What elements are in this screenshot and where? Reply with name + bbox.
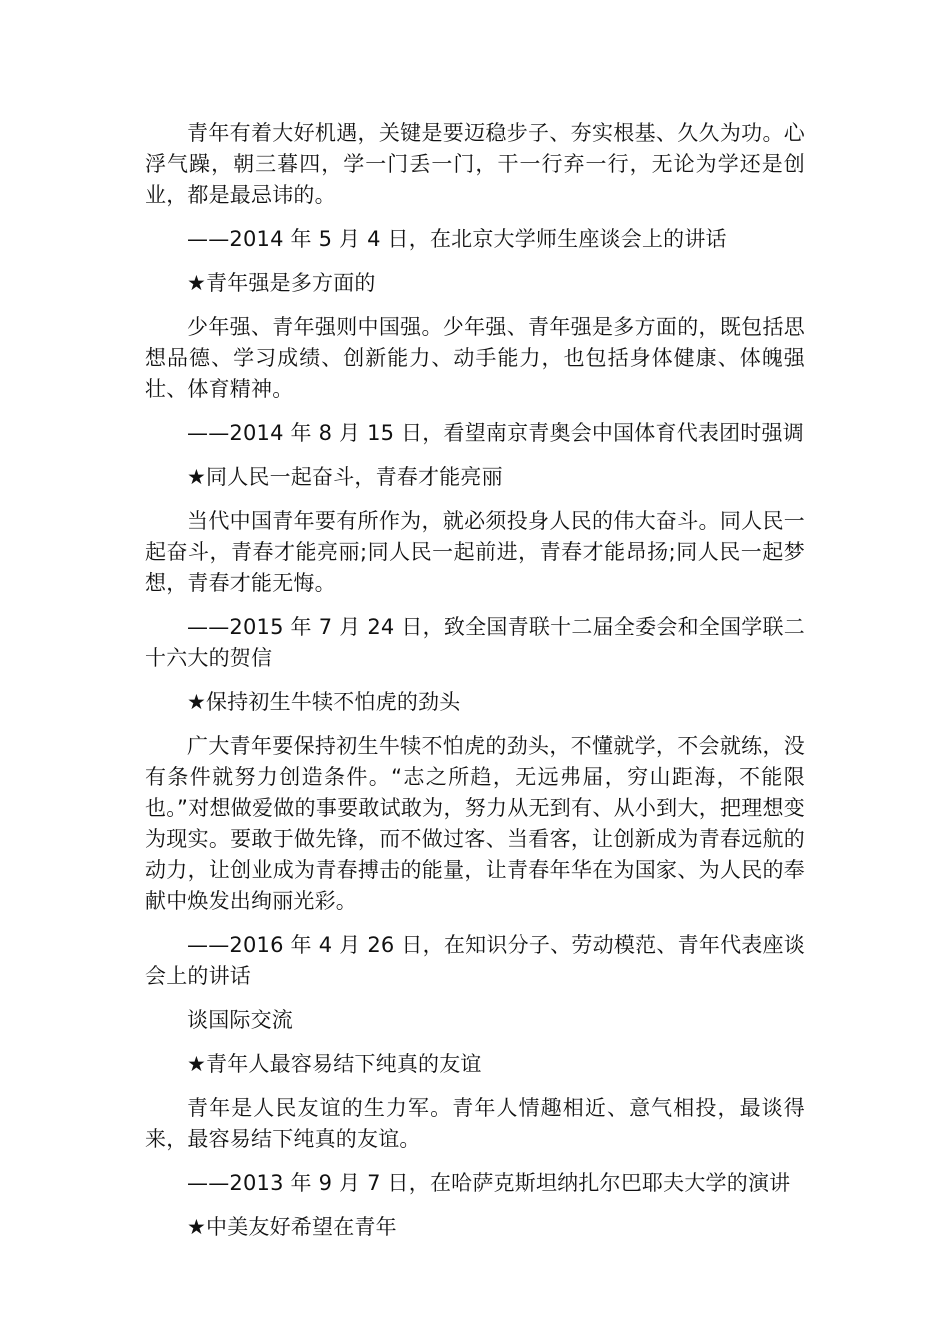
document-page: [145, 118, 805, 1256]
heading-youth-strength: ★青年强是多方面的: [187, 271, 376, 295]
paragraph-intro: 青年有着大好机遇，关键是要迈稳步子、夯实根基、久久为功。心浮气躁，朝三暮四，学一门丢一门，干一行弃一行，无论为学还是创业，都是最忌讳的。: [145, 121, 805, 207]
section-title-international-exchange: 谈国际交流: [187, 1008, 293, 1032]
paragraph-struggle-with-people: 当代中国青年要有所作为，就必须投身人民的伟大奋斗。同人民一起奋斗，青春才能亮丽;同人民一起前进，青春才能昂扬;同人民一起梦想，青春才能无悔。: [145, 509, 805, 595]
heading-struggle-with-people: ★同人民一起奋斗，青春才能亮丽: [187, 465, 503, 489]
citation-2015-07-24: ——2015 年 7 月 24 日，致全国青联十二届全委会和全国学联二十六大的贺信: [145, 615, 805, 670]
heading-pure-friendship: ★青年人最容易结下纯真的友谊: [187, 1052, 482, 1076]
paragraph-pure-friendship: 青年是人民友谊的生力军。青年人情趣相近、意气相投，最谈得来，最容易结下纯真的友谊。: [145, 1096, 805, 1151]
paragraph-fearless-spirit: 广大青年要保持初生牛犊不怕虎的劲头，不懂就学，不会就练，没有条件就努力创造条件。“志之所趋，无远弗届，穷山距海，不能限也。”对想做爱做的事要敢试敢为，努力从无到有、从小到大，把理想变为现实。要敢于做先锋，而不做过客、当看客，让创新成为青春远航的动力，让创业成为青春搏击的能量，让青春年华在为国家、为人民的奉献中焕发出绚丽光彩。: [145, 734, 805, 913]
citation-2014-08-15: ——2014 年 8 月 15 日，看望南京青奥会中国体育代表团时强调: [187, 421, 804, 445]
citation-2013-09-07: ——2013 年 9 月 7 日，在哈萨克斯坦纳扎尔巴耶夫大学的演讲: [187, 1171, 791, 1195]
heading-china-us-youth: ★中美友好希望在青年: [187, 1215, 397, 1239]
citation-2016-04-26: ——2016 年 4 月 26 日，在知识分子、劳动模范、青年代表座谈会上的讲话: [145, 933, 805, 988]
paragraph-youth-strength: 少年强、青年强则中国强。少年强、青年强是多方面的，既包括思想品德、学习成绩、创新能力、动手能力，也包括身体健康、体魄强壮、体育精神。: [145, 315, 805, 401]
heading-fearless-spirit: ★保持初生牛犊不怕虎的劲头: [187, 690, 461, 714]
citation-2014-05-04: ——2014 年 5 月 4 日，在北京大学师生座谈会上的讲话: [187, 227, 727, 251]
